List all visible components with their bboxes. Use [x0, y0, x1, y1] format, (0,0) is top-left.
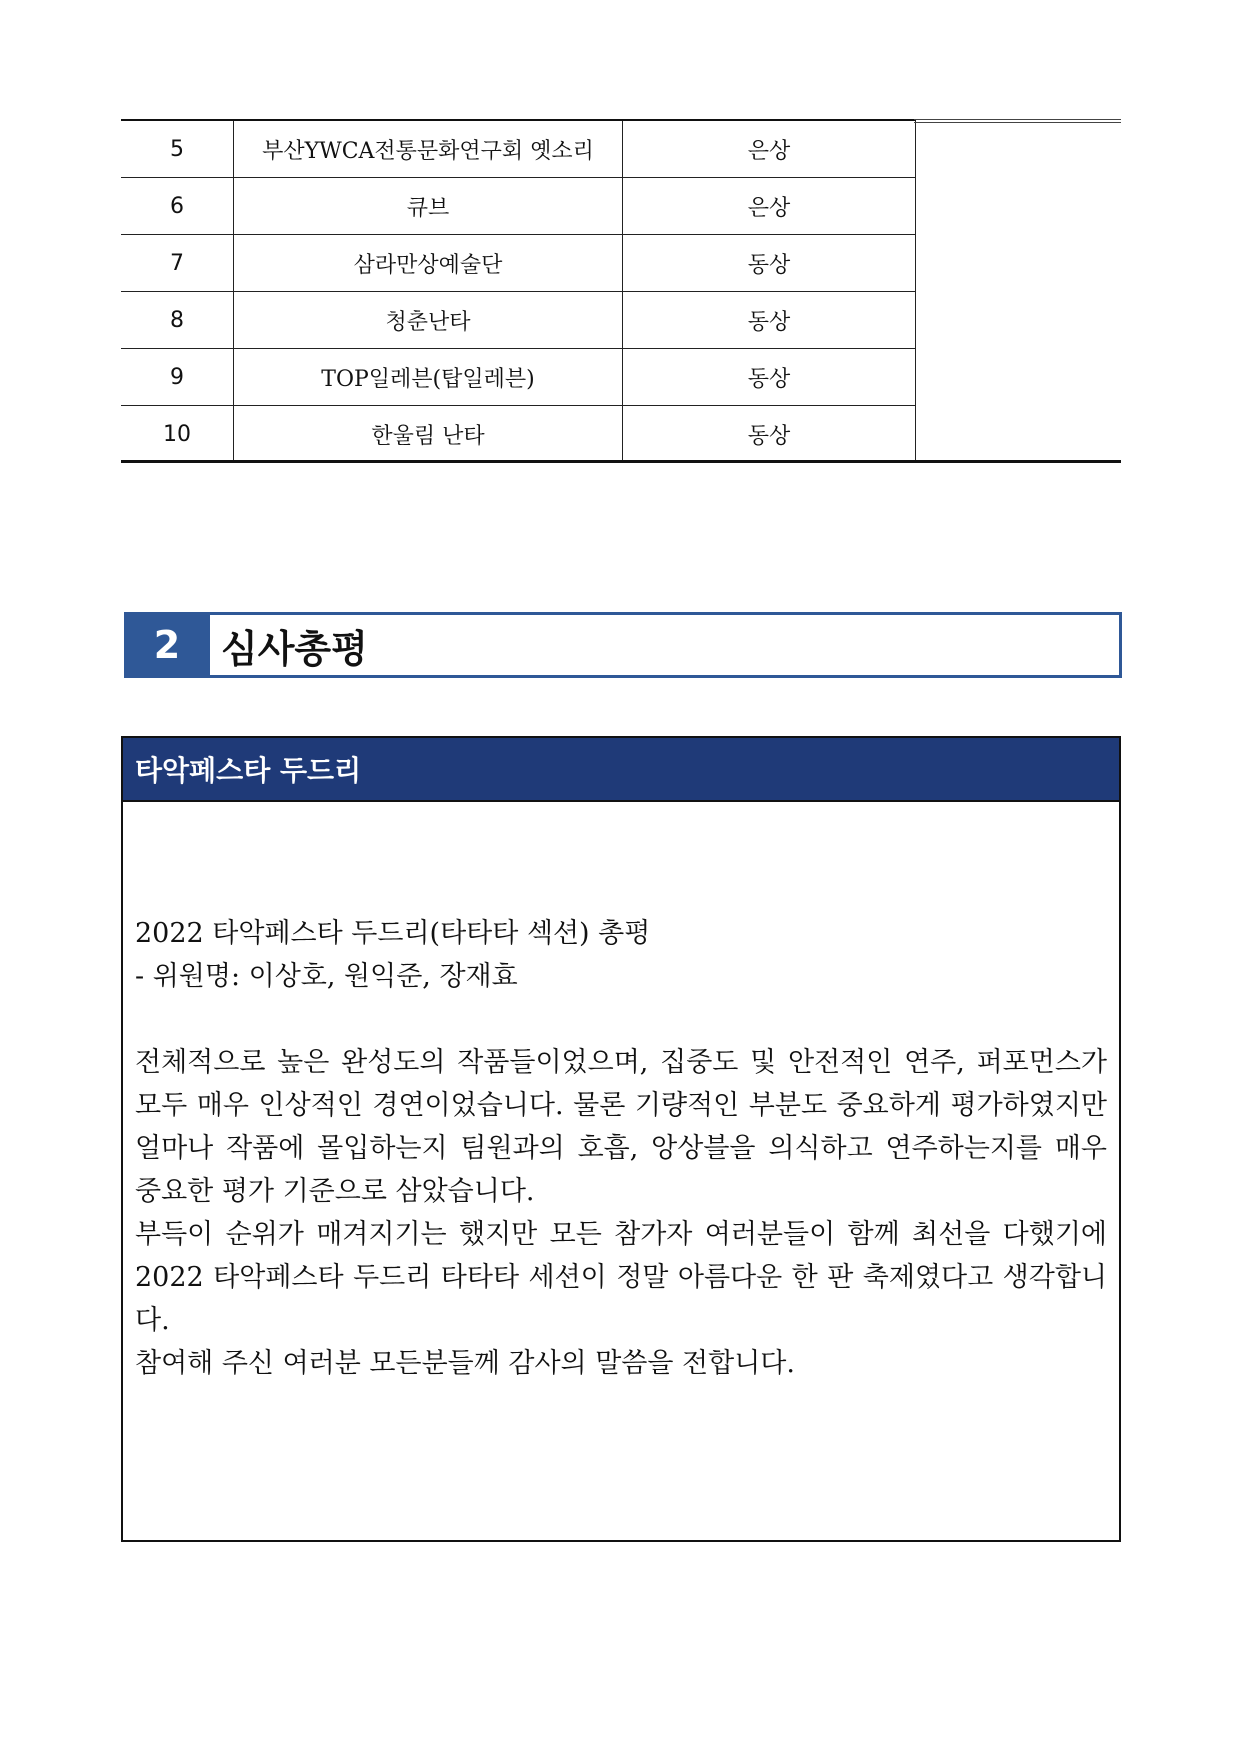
section-title: 심사총평: [221, 626, 368, 671]
award-cell: 동상: [623, 406, 916, 463]
award-cell: 동상: [623, 292, 916, 349]
award-cell: 동상: [623, 349, 916, 406]
table-bottom-rule: [121, 460, 1121, 463]
review-body: [123, 802, 1119, 1385]
table-row: [121, 235, 916, 292]
rank-cell: 10: [121, 406, 234, 463]
award-cell: 은상: [623, 178, 916, 235]
table-top-rule: [914, 119, 1121, 123]
rank-cell: 5: [121, 120, 234, 178]
section-title-box: [210, 612, 1122, 678]
review-paragraph: 전체적으로 높은 완성도의 작품들이었으며, 집중도 및 안전적인 연주, 퍼포먼스가 모두 매우 인상적인 경연이었습니다. 물론 기량적인 부분도 중요하게 평가하였지만 얼마나 작품에 몰입하는지 팀원과의 호흡, 앙상블을 의식하고 연주하는지를 매우 중요한 평가 기준으로 삼았습니다.: [135, 1047, 1107, 1207]
team-cell: 삼라만상예술단: [234, 235, 623, 292]
rank-cell: 7: [121, 235, 234, 292]
table-row: [121, 349, 916, 406]
team-cell: TOP일레븐(탑일레븐): [234, 349, 623, 406]
review-header: 타악페스타 두드리: [123, 738, 1119, 802]
spacer: [135, 998, 1107, 1041]
table-row: [121, 178, 916, 235]
review-box: [121, 736, 1121, 1542]
review-title-line: 2022 타악페스타 두드리(타타타 섹션) 총평: [135, 918, 651, 949]
section-header: [124, 612, 1122, 678]
award-cell: 동상: [623, 235, 916, 292]
results-table: [121, 119, 1121, 463]
table-row: [121, 406, 916, 463]
table-row: [121, 120, 916, 178]
rank-cell: 8: [121, 292, 234, 349]
award-cell: 은상: [623, 120, 916, 178]
section-number: 2: [124, 612, 210, 678]
team-cell: 큐브: [234, 178, 623, 235]
team-cell: 청춘난타: [234, 292, 623, 349]
spacer: [135, 802, 1107, 912]
team-cell: 부산YWCA전통문화연구회 옛소리: [234, 120, 623, 178]
rank-cell: 9: [121, 349, 234, 406]
team-cell: 한울림 난타: [234, 406, 623, 463]
review-paragraph: 부득이 순위가 매겨지기는 했지만 모든 참가자 여러분들이 함께 최선을 다했기에 2022 타악페스타 두드리 타타타 세션이 정말 아름다운 한 판 축제였다고 생각합니다.: [135, 1219, 1107, 1336]
review-paragraph: 참여해 주신 여러분 모든분들께 감사의 말씀을 전합니다.: [135, 1348, 795, 1379]
review-judges-line: - 위원명: 이상호, 원익준, 장재효: [135, 961, 518, 992]
table-row: [121, 292, 916, 349]
rank-cell: 6: [121, 178, 234, 235]
